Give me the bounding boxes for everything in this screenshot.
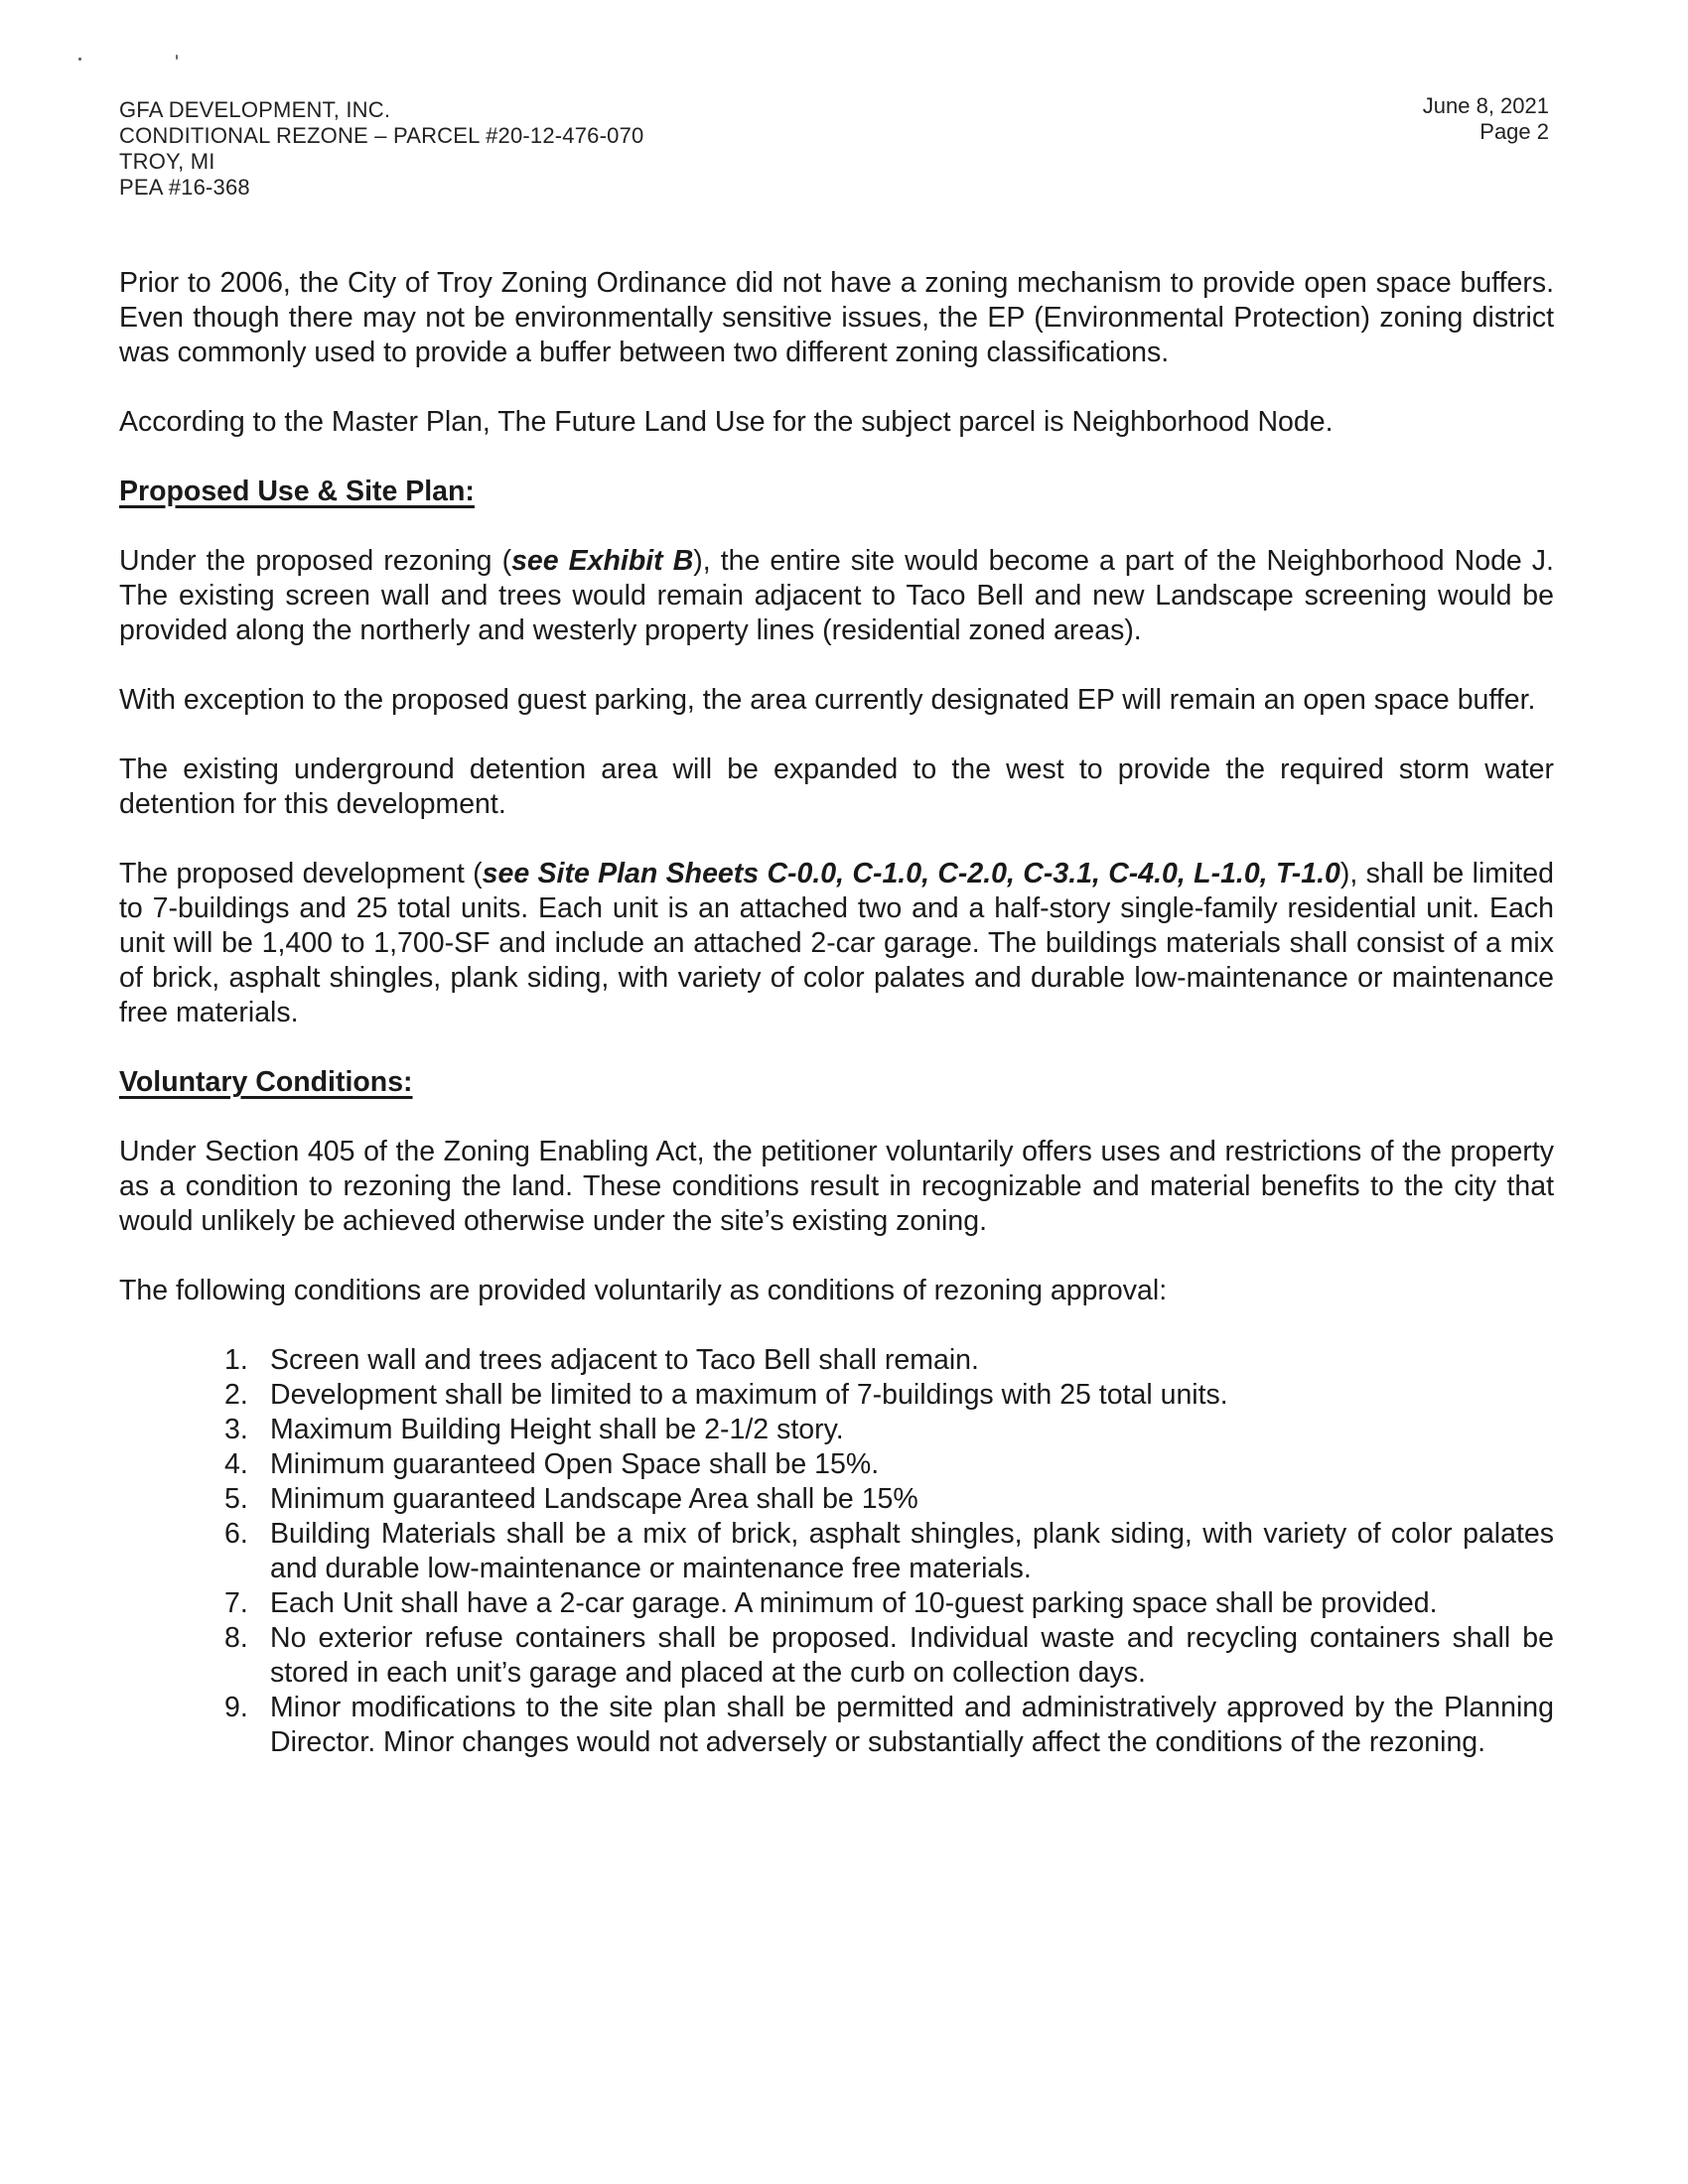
text-run: Under the proposed rezoning ( <box>119 545 512 577</box>
paragraph-conditions-intro: The following conditions are provided voluntarily as conditions of rezoning approval: <box>119 1275 1168 1306</box>
site-plan-sheets-reference: see Site Plan Sheets C-0.0, C-1.0, C-2.0, C-3.1, C-4.0, L-1.0, T-1.0 <box>482 858 1340 889</box>
condition-number: 9. <box>224 1692 248 1723</box>
letter-header-right <box>1423 93 1549 145</box>
paragraph-proposed-rezoning <box>119 544 1554 648</box>
condition-number: 8. <box>224 1622 248 1654</box>
condition-item <box>224 1378 1554 1413</box>
section-heading-proposed-use: Proposed Use & Site Plan: <box>119 476 475 507</box>
condition-item <box>224 1586 1554 1621</box>
condition-text: Minor modifications to the site plan shall be permitted and administratively approved by the Planning Director. Minor changes would not adversely or substantially affect the conditions of the rezoning. <box>270 1692 1554 1758</box>
paragraph-zoning-history: Prior to 2006, the City of Troy Zoning Ordinance did not have a zoning mechanism to provide open space buffers. Even though there may not be environmentally sensitive issues, the EP (Environmental Protection) zoning district was commonly used to provide a buffer between two different zoning classifications. <box>119 267 1554 368</box>
condition-item <box>224 1447 1554 1482</box>
condition-text: Maximum Building Height shall be 2-1/2 story. <box>270 1414 844 1445</box>
paragraph-proposed-development <box>119 857 1554 1030</box>
condition-item <box>224 1343 1554 1378</box>
exhibit-reference: see Exhibit B <box>511 545 694 577</box>
letter-date: June 8, 2021 <box>1422 93 1549 118</box>
condition-text: Development shall be limited to a maximum of 7-buildings with 25 total units. <box>270 1379 1228 1411</box>
condition-text: Minimum guaranteed Landscape Area shall be 15% <box>270 1483 918 1515</box>
condition-number: 7. <box>224 1587 248 1619</box>
text-run: The proposed development ( <box>119 858 483 889</box>
condition-number: 1. <box>224 1344 248 1376</box>
condition-number: 3. <box>224 1414 248 1445</box>
paragraph-detention: The existing underground detention area will be expanded to the west to provide the required storm water detention for this development. <box>119 753 1554 820</box>
location-line: TROY, MI <box>119 149 215 174</box>
page-number: Page 2 <box>1479 119 1549 144</box>
condition-number: 4. <box>224 1448 248 1480</box>
document-body <box>119 266 1554 1760</box>
text-run: ), the entire site would become a part of the Neighborhood Node J. The existing screen wall and trees would remain adjacent to Taco Bell and new Landscape screening would be provided along the northerly and westerly property lines (residential zoned areas). <box>119 545 1554 646</box>
condition-number: 2. <box>224 1379 248 1411</box>
condition-text: No exterior refuse containers shall be proposed. Individual waste and recycling containers shall be stored in each unit’s garage and placed at the curb on collection days. <box>270 1622 1554 1689</box>
section-heading-voluntary-conditions: Voluntary Conditions: <box>119 1066 413 1098</box>
condition-item <box>224 1517 1554 1586</box>
paragraph-master-plan: According to the Master Plan, The Future Land Use for the subject parcel is Neighborhood Node. <box>119 406 1334 438</box>
letter-header-left <box>119 97 643 201</box>
text-run: ), shall be limited to 7-buildings and 25 total units. Each unit is an attached two and a half-story single-family residential unit. Each unit will be 1,400 to 1,700-SF and include an attached 2-car garage. The buildings materials shall consist of a mix of brick, asphalt shingles, plank siding, with variety of color palates and durable low-maintenance or maintenance free materials. <box>119 858 1554 1028</box>
condition-text: Building Materials shall be a mix of brick, asphalt shingles, plank siding, with variety of color palates and durable low-maintenance or maintenance free materials. <box>270 1518 1554 1584</box>
condition-text: Each Unit shall have a 2-car garage. A minimum of 10-guest parking space shall be provided. <box>270 1587 1438 1619</box>
conditions-list <box>119 1343 1554 1760</box>
condition-text: Minimum guaranteed Open Space shall be 15%. <box>270 1448 880 1480</box>
paragraph-ep-buffer: With exception to the proposed guest parking, the area currently designated EP will remain an open space buffer. <box>119 684 1536 716</box>
condition-item <box>224 1621 1554 1691</box>
condition-item <box>224 1691 1554 1760</box>
condition-item <box>224 1482 1554 1517</box>
condition-number: 5. <box>224 1483 248 1515</box>
condition-text: Screen wall and trees adjacent to Taco Bell shall remain. <box>270 1344 979 1376</box>
company-name: GFA DEVELOPMENT, INC. <box>119 97 391 122</box>
subject-line: CONDITIONAL REZONE – PARCEL #20-12-476-070 <box>119 123 644 148</box>
condition-number: 6. <box>224 1518 248 1550</box>
paragraph-section-405: Under Section 405 of the Zoning Enabling Act, the petitioner voluntarily offers uses and restrictions of the property as a condition to rezoning the land. These conditions result in recognizable and material benefits to the city that would unlikely be achieved otherwise under the site’s existing zoning. <box>119 1136 1554 1237</box>
scan-speck <box>78 58 81 61</box>
scan-speck <box>176 55 178 60</box>
reference-number: PEA #16-368 <box>119 175 250 200</box>
condition-item <box>224 1413 1554 1447</box>
